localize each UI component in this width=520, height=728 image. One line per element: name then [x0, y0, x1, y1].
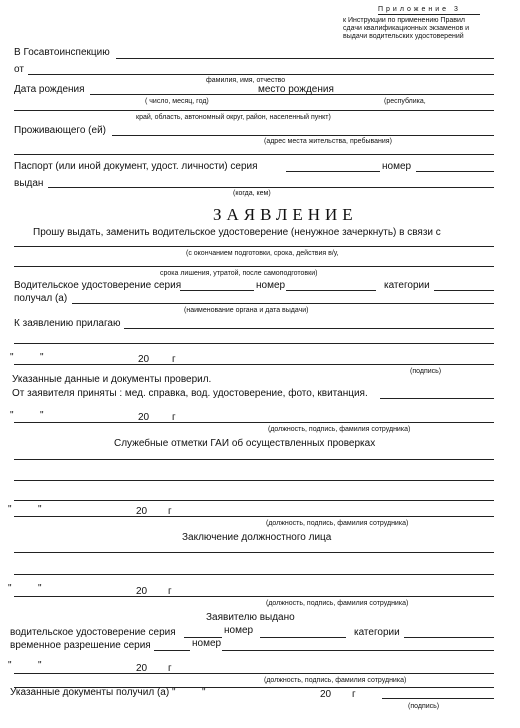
sig2-year: 20: [138, 412, 150, 423]
sig1-year: 20: [138, 354, 150, 365]
sig2-quote-close: ": [40, 410, 44, 421]
sig2-g: г: [172, 412, 176, 423]
request-reason-field[interactable]: [14, 246, 494, 247]
instruction-line-3: выдачи водительских удостоверений: [343, 33, 464, 40]
sig5-year: 20: [136, 663, 148, 674]
request-text: Прошу выдать, заменить водительское удостоверение (ненужное зачеркнуть) в связи с: [33, 227, 441, 238]
request-hint-1: (с окончанием подготовки, срока, действия в/у,: [186, 250, 339, 257]
sig3-quote-open: ": [8, 504, 12, 515]
sig3-line[interactable]: [14, 516, 494, 517]
republic-hint: (республика,: [384, 98, 426, 105]
issued-license-label: водительское удостоверение серия: [10, 627, 176, 638]
sig2-quote-open: ": [10, 410, 14, 421]
conclusion-field-2[interactable]: [14, 574, 494, 575]
received-docs-quote-open: ": [172, 687, 176, 698]
sig4-quote-open: ": [8, 583, 12, 594]
region-hint: край, область, автономный округ, район, населенный пункт): [136, 114, 331, 121]
sig3-hint: (должность, подпись, фамилия сотрудника): [266, 520, 409, 527]
sig1-quote-open: ": [10, 352, 14, 363]
passport-label: Паспорт (или иной документ, удост. личности) серия: [14, 161, 258, 172]
license-categories-label: категории: [384, 280, 430, 291]
passport-series-field[interactable]: [286, 171, 380, 172]
attach-label: К заявлению прилагаю: [14, 318, 121, 329]
service-field-1[interactable]: [14, 459, 494, 460]
sig1-line[interactable]: [14, 364, 494, 365]
sig1-g: г: [172, 354, 176, 365]
issued-categories-label: категории: [354, 627, 400, 638]
temp-permit-label: временное разрешение серия: [10, 640, 151, 651]
instruction-line-2: сдачи квалификационных экзаменов и: [343, 25, 470, 32]
issued-hint: (когда, кем): [233, 190, 271, 197]
address-hint: (адрес места жительства, пребывания): [264, 138, 392, 145]
birthplace-label: место рождения: [258, 84, 334, 95]
received-docs-signature-field[interactable]: [382, 698, 494, 699]
sig5-hint: (должность, подпись, фамилия сотрудника): [264, 677, 407, 684]
birthplace-field-2[interactable]: [14, 110, 494, 111]
appendix-underline: [378, 14, 480, 15]
sig1-quote-close: ": [40, 352, 44, 363]
license-series-field[interactable]: [180, 290, 254, 291]
checked-line-2: От заявителя приняты : мед. справка, вод. удостоверение, фото, квитанция.: [12, 388, 368, 399]
from-label: от: [14, 64, 24, 75]
sig1-hint: (подпись): [410, 368, 442, 375]
sig4-g: г: [168, 586, 172, 597]
service-field-3[interactable]: [14, 500, 494, 501]
checked-line-1: Указанные данные и документы проверил.: [12, 374, 212, 385]
sig3-quote-close: ": [38, 504, 42, 515]
sig5-quote-open: ": [8, 660, 12, 671]
received-field[interactable]: [72, 303, 494, 304]
issued-license-number-label: номер: [224, 625, 254, 636]
to-gai-label: В Госавтоинспекцию: [14, 47, 110, 58]
sig4-line[interactable]: [14, 596, 494, 597]
checked-field[interactable]: [380, 398, 494, 399]
service-title: Служебные отметки ГАИ об осуществленных проверках: [114, 438, 376, 449]
appendix-number: Приложение 3: [378, 6, 461, 13]
conclusion-title: Заключение должностного лица: [182, 532, 332, 543]
dob-hint: ( число, месяц, год): [145, 98, 209, 105]
received-docs-quote-close: ": [202, 687, 206, 698]
temp-permit-number-label: номер: [192, 638, 222, 649]
license-series-label: Водительское удостоверение серия: [14, 280, 182, 291]
sig4-hint: (должность, подпись, фамилия сотрудника): [266, 600, 409, 607]
issued-field[interactable]: [48, 187, 494, 188]
received-label: получал (а): [14, 293, 68, 304]
request-hint-2: срока лишения, утратой, после самоподготовки): [160, 270, 318, 277]
sig4-year: 20: [136, 586, 148, 597]
passport-number-field[interactable]: [416, 171, 494, 172]
license-number-field[interactable]: [286, 290, 376, 291]
temp-permit-number-field[interactable]: [222, 650, 494, 651]
request-reason-field-2[interactable]: [14, 266, 494, 267]
instruction-line-1: к Инструкции по применению Правил: [343, 17, 465, 24]
issued-label: выдан: [14, 178, 44, 189]
received-hint: (наименование органа и дата выдачи): [184, 307, 309, 314]
issued-license-number-field[interactable]: [260, 637, 346, 638]
license-number-label: номер: [256, 280, 286, 291]
to-gai-field[interactable]: [116, 58, 494, 59]
from-hint: фамилия, имя, отчество: [206, 77, 286, 84]
residing-label: Проживающего (ей): [14, 125, 106, 136]
sig5-quote-close: ": [38, 660, 42, 671]
service-field-2[interactable]: [14, 480, 494, 481]
sig4-quote-close: ": [38, 583, 42, 594]
passport-number-label: номер: [382, 161, 412, 172]
attach-field[interactable]: [124, 328, 494, 329]
sig5-line[interactable]: [14, 673, 494, 674]
received-docs-year: 20: [320, 689, 332, 700]
conclusion-field-1[interactable]: [14, 552, 494, 553]
attach-field-2[interactable]: [14, 343, 494, 344]
address-field-2[interactable]: [14, 154, 494, 155]
document-title: ЗАЯВЛЕНИЕ: [213, 205, 358, 224]
issuance-title: Заявителю выдано: [206, 612, 295, 623]
received-docs-label: Указанные документы получил (а): [10, 687, 170, 698]
dob-birthplace-field[interactable]: [90, 94, 494, 95]
residing-field[interactable]: [112, 135, 494, 136]
license-categories-field[interactable]: [434, 290, 494, 291]
sig2-line[interactable]: [14, 422, 494, 423]
temp-permit-series-field[interactable]: [154, 650, 190, 651]
from-field[interactable]: [28, 74, 494, 75]
received-docs-g: г: [352, 689, 356, 700]
dob-label: Дата рождения: [14, 84, 85, 95]
sig2-hint: (должность, подпись, фамилия сотрудника): [268, 426, 411, 433]
sig5-g: г: [168, 663, 172, 674]
issued-categories-field[interactable]: [404, 637, 494, 638]
sig3-year: 20: [136, 506, 148, 517]
sig3-g: г: [168, 506, 172, 517]
received-docs-hint: (подпись): [408, 703, 440, 710]
